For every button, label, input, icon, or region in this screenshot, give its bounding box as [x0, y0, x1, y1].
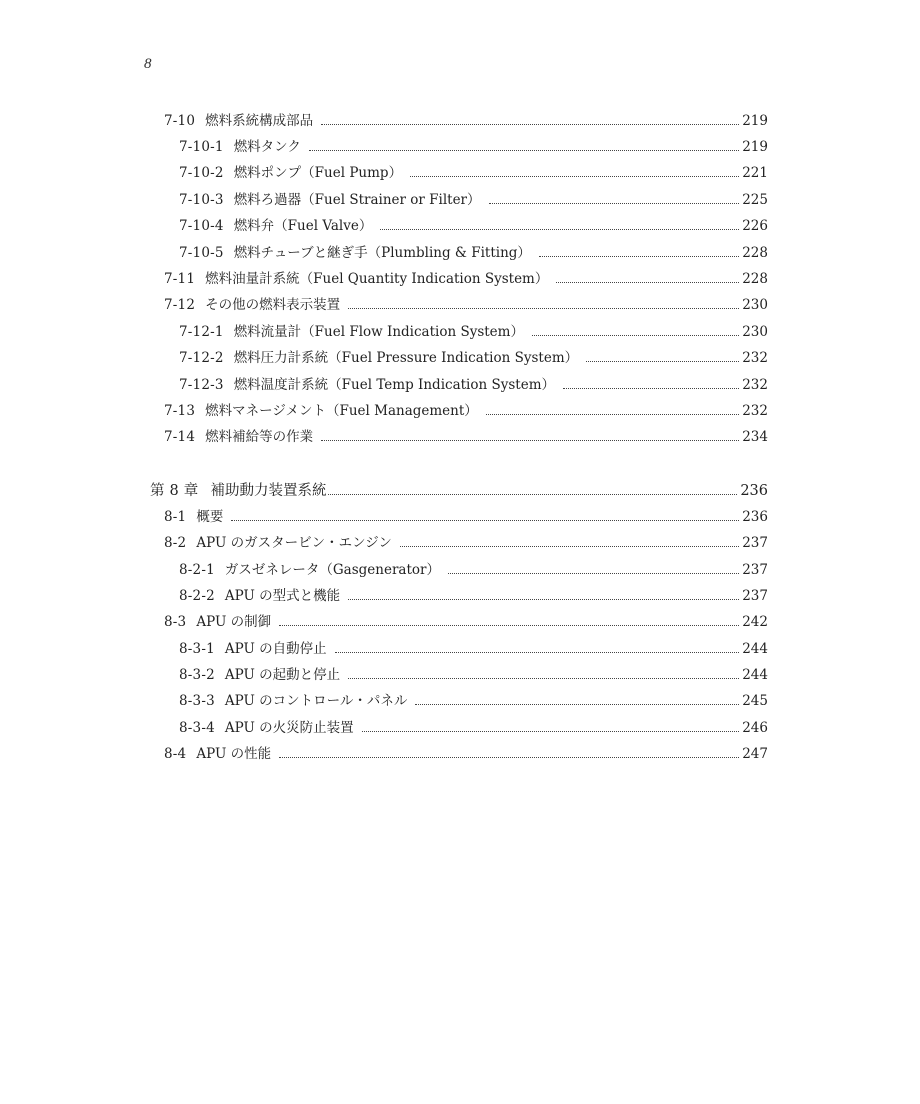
dot-leader — [335, 652, 740, 653]
toc-entry-title: APU の性能 — [196, 746, 272, 762]
toc-entry-page: 244 — [742, 641, 768, 657]
toc-entry-number: 8-3 — [164, 614, 187, 630]
toc-entry-7-13[interactable] — [164, 398, 768, 420]
toc-entry-8-1[interactable] — [164, 504, 768, 526]
toc-entry-8-2[interactable] — [164, 530, 768, 552]
toc-entry-page: 242 — [742, 614, 768, 630]
toc-entry-number: 7-12-2 — [179, 350, 224, 366]
toc-entry-title: 燃料弁（Fuel Valve） — [233, 218, 373, 234]
toc-entry-number: 8-1 — [164, 509, 187, 525]
toc-entry-7-12-3[interactable] — [179, 372, 768, 394]
toc-entry-8-3-1[interactable] — [179, 636, 768, 658]
toc-entry-8-2-1[interactable] — [179, 557, 768, 579]
dot-leader — [539, 256, 739, 257]
toc-entry-title: APU の制御 — [196, 614, 272, 630]
toc-entry-page: 230 — [742, 297, 768, 313]
toc-entry-title: 概要 — [196, 509, 224, 525]
dot-leader — [448, 573, 739, 574]
dot-leader — [489, 203, 740, 204]
toc-entry-page: 236 — [742, 509, 768, 525]
dot-leader — [586, 361, 739, 362]
toc-entry-page: 246 — [742, 720, 768, 736]
dot-leader — [415, 704, 739, 705]
toc-entry-title: APU のガスタービン・エンジン — [196, 535, 392, 551]
toc-chapter-number: 第 8 章 — [150, 483, 199, 499]
toc-entry-7-10-5[interactable] — [179, 240, 768, 262]
toc-entry-title: 燃料タンク — [233, 139, 301, 155]
toc-entry-number: 7-10 — [164, 113, 196, 129]
toc-entry-title: 燃料温度計系統（Fuel Temp Indication System） — [233, 377, 555, 393]
toc-entry-7-14[interactable] — [164, 424, 768, 446]
toc-entry-title: APU の火災防止装置 — [224, 720, 354, 736]
toc-entry-8-3-2[interactable] — [179, 662, 768, 684]
toc-entry-7-11[interactable] — [164, 266, 768, 288]
toc-entry-page: 230 — [742, 324, 768, 340]
toc-entry-8-4[interactable] — [164, 741, 768, 763]
toc-entry-title: 燃料油量計系統（Fuel Quantity Indication System） — [205, 271, 549, 287]
toc-entry-page: 226 — [742, 218, 768, 234]
toc-entry-title: 燃料系統構成部品 — [205, 113, 314, 129]
dot-leader — [279, 625, 739, 626]
toc-entry-number: 8-3-4 — [179, 720, 215, 736]
toc-entry-8-3-3[interactable] — [179, 688, 768, 710]
dot-leader — [380, 229, 739, 230]
toc-entry-number: 7-12-1 — [179, 324, 224, 340]
toc-entry-page: 228 — [742, 245, 768, 261]
toc-chapter-page: 236 — [740, 483, 768, 499]
toc-entry-number: 7-10-5 — [179, 245, 224, 261]
toc-entry-page: 245 — [742, 693, 768, 709]
toc-entry-7-10[interactable] — [164, 108, 768, 130]
toc-entry-number: 8-3-1 — [179, 641, 215, 657]
toc-entry-page: 234 — [742, 429, 768, 445]
toc-entry-title: APU の自動停止 — [224, 641, 327, 657]
dot-leader — [321, 440, 739, 441]
dot-leader — [321, 124, 739, 125]
dot-leader — [563, 388, 739, 389]
toc-entry-8-2-2[interactable] — [179, 583, 768, 605]
toc-entry-number: 7-10-4 — [179, 218, 224, 234]
toc-entry-title: 燃料圧力計系統（Fuel Pressure Indication System） — [233, 350, 579, 366]
toc-entry-number: 8-4 — [164, 746, 187, 762]
toc-entry-number: 7-14 — [164, 429, 196, 445]
toc-entry-page: 228 — [742, 271, 768, 287]
toc-entry-number: 8-2-1 — [179, 562, 215, 578]
dot-leader — [348, 678, 739, 679]
toc-entry-title: 燃料マネージメント（Fuel Management） — [205, 403, 478, 419]
toc-entry-page: 232 — [742, 350, 768, 366]
toc-entry-page: 225 — [742, 192, 768, 208]
toc-chapter-8[interactable] — [150, 478, 768, 500]
dot-leader — [279, 757, 739, 758]
toc-chapter-title: 補助動力装置系統 — [210, 483, 327, 499]
toc-entry-page: 221 — [742, 165, 768, 181]
toc-entry-page: 237 — [742, 588, 768, 604]
dot-leader — [348, 308, 739, 309]
dot-leader — [328, 494, 737, 495]
dot-leader — [231, 520, 739, 521]
toc-entry-title: 燃料ろ過器（Fuel Strainer or Filter） — [233, 192, 481, 208]
dot-leader — [486, 414, 739, 415]
toc-entry-page: 237 — [742, 562, 768, 578]
toc-entry-page: 247 — [742, 746, 768, 762]
toc-entry-8-3[interactable] — [164, 609, 768, 631]
toc-entry-title: 燃料ポンプ（Fuel Pump） — [233, 165, 403, 181]
toc-entry-title: APU のコントロール・パネル — [224, 693, 408, 709]
toc-entry-number: 7-10-2 — [179, 165, 224, 181]
toc-entry-page: 244 — [742, 667, 768, 683]
toc-entry-number: 7-10-3 — [179, 192, 224, 208]
toc-entry-number: 7-11 — [164, 271, 196, 287]
toc-entry-7-12-1[interactable] — [179, 319, 768, 341]
page-number: 8 — [144, 56, 152, 72]
toc-entry-number: 7-12-3 — [179, 377, 224, 393]
toc-entry-number: 7-12 — [164, 297, 196, 313]
toc-entry-number: 8-3-2 — [179, 667, 215, 683]
toc-entry-7-12[interactable] — [164, 292, 768, 314]
toc-entry-7-10-4[interactable] — [179, 213, 768, 235]
dot-leader — [348, 599, 739, 600]
toc-entry-page: 232 — [742, 403, 768, 419]
toc-entry-title: 燃料チューブと継ぎ手（Plumbling & Fitting） — [233, 245, 531, 261]
dot-leader — [400, 546, 739, 547]
toc-entry-title: 燃料流量計（Fuel Flow Indication System） — [233, 324, 524, 340]
toc-entry-number: 7-10-1 — [179, 139, 224, 155]
toc-entry-number: 8-2 — [164, 535, 187, 551]
toc-entry-title: その他の燃料表示装置 — [205, 297, 341, 313]
toc-entry-number: 8-2-2 — [179, 588, 215, 604]
dot-leader — [556, 282, 739, 283]
dot-leader — [309, 150, 739, 151]
toc-entry-7-12-2[interactable] — [179, 345, 768, 367]
toc-entry-title: APU の型式と機能 — [224, 588, 341, 604]
dot-leader — [532, 335, 739, 336]
toc-entry-title: 燃料補給等の作業 — [205, 429, 314, 445]
toc-entry-page: 237 — [742, 535, 768, 551]
toc-entry-title: APU の起動と停止 — [224, 667, 341, 683]
toc-entry-page: 232 — [742, 377, 768, 393]
toc-entry-title: ガスゼネレータ（Gasgenerator） — [224, 562, 440, 578]
toc-entry-number: 8-3-3 — [179, 693, 215, 709]
dot-leader — [362, 731, 740, 732]
toc-entry-page: 219 — [742, 139, 768, 155]
toc-entry-7-10-3[interactable] — [179, 187, 768, 209]
toc-entry-number: 7-13 — [164, 403, 196, 419]
toc-entry-8-3-4[interactable] — [179, 715, 768, 737]
toc-entry-page: 219 — [742, 113, 768, 129]
toc-entry-7-10-2[interactable] — [179, 160, 768, 182]
toc-entry-7-10-1[interactable] — [179, 134, 768, 156]
dot-leader — [410, 176, 739, 177]
